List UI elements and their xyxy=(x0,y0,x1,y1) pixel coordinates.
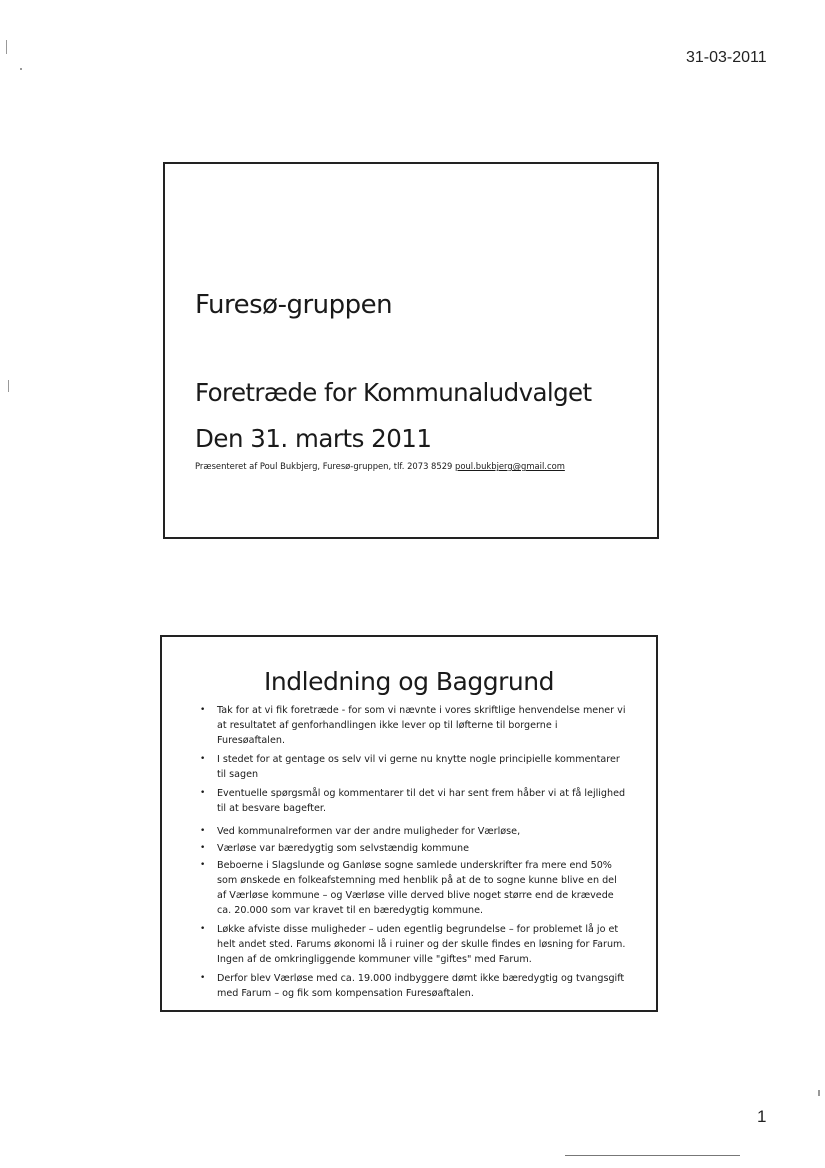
bullet-item: • Beboerne i Slagslunde og Ganløse sogne samlede underskrifter fra mere end 50% som ønskede en folkeafstemning med henblik på at de to sogne kunne blive en del af Værløse kommune – og Værløse ville derved blive noget større end de krævede ca. 20.000 som var kravet til en bæredygtig kommune. xyxy=(162,858,656,918)
scan-mark xyxy=(8,380,9,392)
bullet-item: • Løkke afviste disse muligheder – uden egentlig begrundelse – for problemet lå jo et helt andet sted. Farums økonomi lå i ruiner og der skulle findes en løsning for Farum. Ingen af de omkringliggende kommuner ville "giftes" med Farum. xyxy=(162,922,656,967)
bullet-list xyxy=(162,703,656,1001)
bullet-item: • Derfor blev Værløse med ca. 19.000 indbyggere dømt ikke bæredygtig og tvangsgift med Farum – og fik som kompensation Furesøaftalen. xyxy=(162,971,656,1001)
slide-introduction xyxy=(160,635,658,1012)
bullet-item: • Værløse var bæredygtig som selvstændig kommune xyxy=(162,841,656,856)
scan-mark xyxy=(6,40,7,54)
presenter-text: Præsenteret af Poul Bukbjerg, Furesø-gruppen, tlf. 2073 8529 xyxy=(195,461,453,471)
bullet-item: • Tak for at vi fik foretræde - for som vi nævnte i vores skriftlige henvendelse mener vi at resultatet af genforhandlingen ikke lever op til løfterne til borgerne i Furesøaftalen. xyxy=(162,703,656,748)
slide-subtitle: Foretræde for Kommunaludvalget xyxy=(195,378,592,407)
bullet-item: • Ved kommunalreformen var der andre muligheder for Værløse, xyxy=(162,824,656,839)
bullet-item: • I stedet for at gentage os selv vil vi gerne nu knytte nogle principielle kommentarer til sagen xyxy=(162,752,656,782)
page-number: 1 xyxy=(757,1107,767,1126)
slide-date: Den 31. marts 2011 xyxy=(195,424,432,453)
scan-mark xyxy=(818,1090,820,1096)
scan-mark xyxy=(20,68,22,70)
bullet-item: • Eventuelle spørgsmål og kommentarer til det vi har sent frem håber vi at få lejlighed til at besvare bagefter. xyxy=(162,786,656,816)
slide-title: Furesø-gruppen xyxy=(195,290,393,320)
footer-rule xyxy=(565,1155,740,1156)
presenter-line xyxy=(195,461,565,471)
slide-heading: Indledning og Baggrund xyxy=(264,667,554,696)
slide-title-card xyxy=(163,162,659,539)
page-date: 31-03-2011 xyxy=(686,49,767,66)
presenter-email-link[interactable]: poul.bukbjerg@gmail.com xyxy=(455,461,565,471)
